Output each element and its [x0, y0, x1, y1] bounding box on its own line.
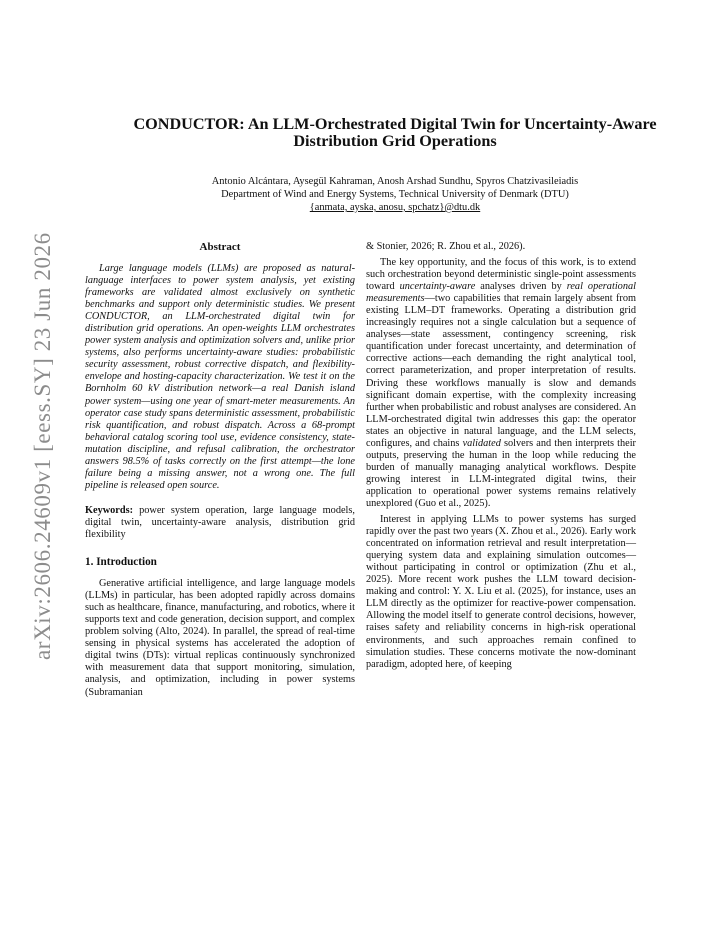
p2-text-d: solvers and then interprets their outputs, preserving the human in the loop while reducing the burden of manually managing analytical workflows. Despite growing interest in LLM-integrated digital twins, their application to operational power systems remains relatively unexplored (Guo et al., 2025).: [366, 437, 636, 509]
abstract-text: Large language models (LLMs) are proposed as natural-language interfaces to power system analysis, yet existing frameworks are validated almost exclusively on synthetic benchmarks and support only deterministic studies. We present CONDUCTOR, an LLM-orchestrated digital twin for distribution grid operations. An open-weights LLM orchestrates power system analysis and optimization solvers and, unlike prior systems, also performs uncertainty-aware studies: probabilistic security assessment, robust corrective dispatch, and flexibility-envelope and hosting-capacity characterization. We test it on the Bornholm 60 kV distribution network—a real Danish island power system—using one year of smart-meter measurements. An operator case study spans deterministic assessment, probabilistic risk quantification, and robust dispatch. Across a 68-prompt behavioral catalog scoring tool use, evidence consistency, state-mutation discipline, and refusal calibration, the orchestrator answers 98.5% of tasks correctly on the first attempt—the lone failure being a missing answer, not a wrong one. The full pipeline is released open source.: [85, 263, 355, 491]
p2-emphasis-real-measurements: real operational measurements: [366, 281, 636, 305]
abstract-heading: Abstract: [199, 241, 241, 253]
intro-paragraph-1: Generative artificial intelligence, and large language models (LLMs) in particular, has been adopted rapidly across domains such as healthcare, finance, manufacturing, and robotics, where it supports text and code generation, decision support, and complex problem solving (Alto, 2024). In parallel, the spread of real-time sensing in physical systems has accelerated the adoption of digital twins (DTs): virtual replicas continuously synchronized with measurement data that support monitoring, simulation, analysis, and optimization, including in power systems (Subramanian: [85, 578, 355, 698]
keywords: [85, 505, 355, 541]
author-affiliation: Department of Wind and Energy Systems, Technical University of Denmark (DTU): [221, 189, 569, 200]
section-heading-introduction: 1. Introduction: [85, 556, 157, 569]
p2-text-c: —two capabilities that remain largely absent from existing LLM–DT frameworks. Operating a distribution grid increasingly requires not a single calculation but a sequence of analyses—state assessment, contingency screening, risk quantification under forecast uncertainty, and determination of corrective actions—each demanding the right analytical tool, correct parameterization, and proper interpretation of results. Driving these workflows manually is slow and demands significant domain expertise, with the complexity increasing further when probabilistic and robust analyses are considered. An LLM-orchestrated digital twin addresses this gap: the operator states an objective in natural language, and the LLM selects, configures, and chains: [366, 293, 636, 449]
p2-emphasis-uncertainty-aware: uncertainty-aware: [399, 281, 476, 293]
title-line-1: CONDUCTOR: An LLM-Orchestrated Digital Twin for Uncertainty-Aware: [133, 115, 657, 133]
intro-continuation: & Stonier, 2026; R. Zhou et al., 2026).: [366, 241, 526, 252]
keywords-text: power system operation, large language models, digital twin, uncertainty-aware analysis, distribution grid flexibility: [85, 504, 355, 540]
left-column: [85, 241, 355, 699]
author-emails[interactable]: {anmata, ayska, anosu, spchatz}@dtu.dk: [309, 202, 481, 213]
paper-title: [70, 116, 720, 150]
keywords-label: Keywords:: [85, 504, 134, 516]
intro-paragraph-3: Interest in applying LLMs to power systems has surged rapidly over the past two years (X. Zhou et al., 2026). Early work concentrated on information retrieval and result interpretation—querying system data and explaining simulation outcomes—without participating in control or optimization (Zhu et al., 2025). More recent work pushes the LLM toward decision-making and control: Y. X. Liu et al. (2025), for instance, uses an LLM directly as the optimizer for reactive-power compensation. Allowing the model itself to generate control decisions, however, raises safety and reliability concerns in high-risk operational environments, and such approaches remain confined to simulation studies. These concerns motivate the now-dominant paradigm, adopted here, of keeping: [366, 514, 636, 670]
author-block: [70, 175, 720, 214]
p2-text-b: analyses driven by: [475, 281, 567, 293]
right-column: [366, 241, 636, 671]
p2-emphasis-validated: validated: [462, 437, 501, 449]
title-line-2: Distribution Grid Operations: [293, 132, 497, 150]
p2-text-a: The key opportunity, and the focus of this work, is to extend such orchestration beyond deterministic single-point assessments toward: [366, 257, 636, 293]
intro-paragraph-2: [366, 257, 636, 510]
arxiv-identifier: arXiv:2606.24609v1 [eess.SY] 23 Jun 2026: [30, 232, 55, 660]
author-names: Antonio Alcántara, Aysegül Kahraman, Anosh Arshad Sundhu, Spyros Chatzivasileiadis: [211, 176, 579, 187]
abstract: [85, 241, 355, 492]
